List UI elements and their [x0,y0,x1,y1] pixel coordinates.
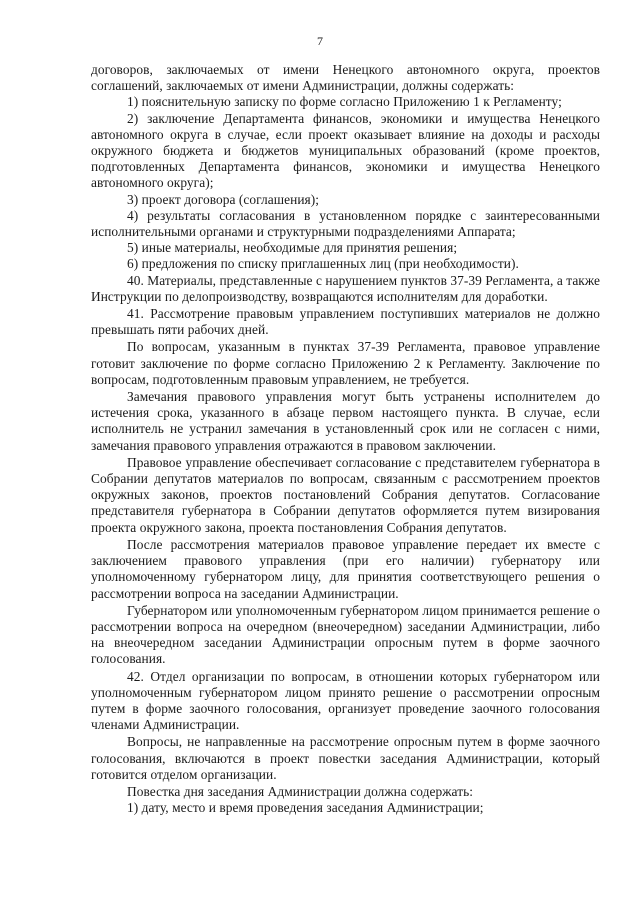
list-item-1: 1) пояснительную записку по форме согласно Приложению 1 к Регламенту; [127,94,562,110]
list-item-5: 5) иные материалы, необходимые для принятия решения; [127,240,458,256]
list-item-6: 6) предложения по списку приглашенных лиц (при необходимости). [127,256,519,272]
paragraph: Правовое управление обеспечивает согласование с представителем губернатора в Собрании депутатов материалов по вопросам, связанным с рассмотрением проектов окружных законов, проектов постановлений Собрания депутатов. Согласование представителя губернатора в Собрании депутатов оформляется путем визирования проекта окружного закона, проекта постановления Собрания депутатов. [91,454,600,535]
paragraph-continuation: договоров, заключаемых от имени Ненецкого автономного округа, проектов соглашений, заключаемых от имени Администрации, должны содержать: [91,62,600,94]
list-item-2: 2) заключение Департамента финансов, экономики и имущества Ненецкого автономного округа в случае, если проект оказывает влияние на доходы и расходы окружного бюджета и бюджетов муниципальных образований (кроме проектов, подготовленных Департамента финансов, экономики и имущества Ненецкого автономного округа); [91,110,600,191]
clause-40: 40. Материалы, представленные с нарушением пунктов 37-39 Регламента, а также Инструкции по делопроизводству, возвращаются исполнителям для доработки. [91,272,600,304]
paragraph: Замечания правового управления могут быть устранены исполнителем до истечения срока, указанного в абзаце первом настоящего пункта. В случае, если исполнитель не устранил замечания в установленный срок или не согласен с ними, замечания правового управления отражаются в правовом заключении. [91,389,600,453]
paragraph: Губернатором или уполномоченным губернатором лицом принимается решение о рассмотрении вопроса на очередном (внеочередном) заседании Администрации, либо на внеочередном заседании Администрации опросным путем в форме заочного голосования. [91,602,600,667]
clause-42: 42. Отдел организации по вопросам, в отношении которых губернатором или уполномоченным губернатором лицом принято решение о рассмотрении опросным путем в форме заочного голосования, организует проведение заочного голосования членами Администрации. [91,668,600,733]
list-item-3: 3) проект договора (соглашения); [127,191,320,207]
list-item-1: 1) дату, место и время проведения заседания Администрации; [127,800,484,816]
paragraph: Повестка дня заседания Администрации должна содержать: [127,783,474,799]
paragraph: Вопросы, не направленные на рассмотрение опросным путем в форме заочного голосования, включаются в проект повестки заседания Администрации, который готовится отделом организации. [91,734,600,782]
list-item-4: 4) результаты согласования в установленном порядке с заинтересованными исполнительными органами и структурными подразделениями Аппарата; [91,207,600,240]
paragraph: После рассмотрения материалов правовое управление передает их вместе с заключением правового управления (при его наличии) губернатору или уполномоченному губернатором лицу, для принятия соответствующего решения о рассмотрении вопроса на заседании Администрации. [91,536,600,601]
clause-41: 41. Рассмотрение правовым управлением поступивших материалов не должно превышать пяти рабочих дней. [91,306,600,338]
paragraph: По вопросам, указанным в пунктах 37-39 Регламента, правовое управление готовит заключение по форме согласно Приложению 2 к Регламенту. Заключение по вопросам, подготовленным правовым управлением, не требуется. [91,339,600,387]
page-number: 7 [317,34,323,48]
document-body [91,62,600,816]
